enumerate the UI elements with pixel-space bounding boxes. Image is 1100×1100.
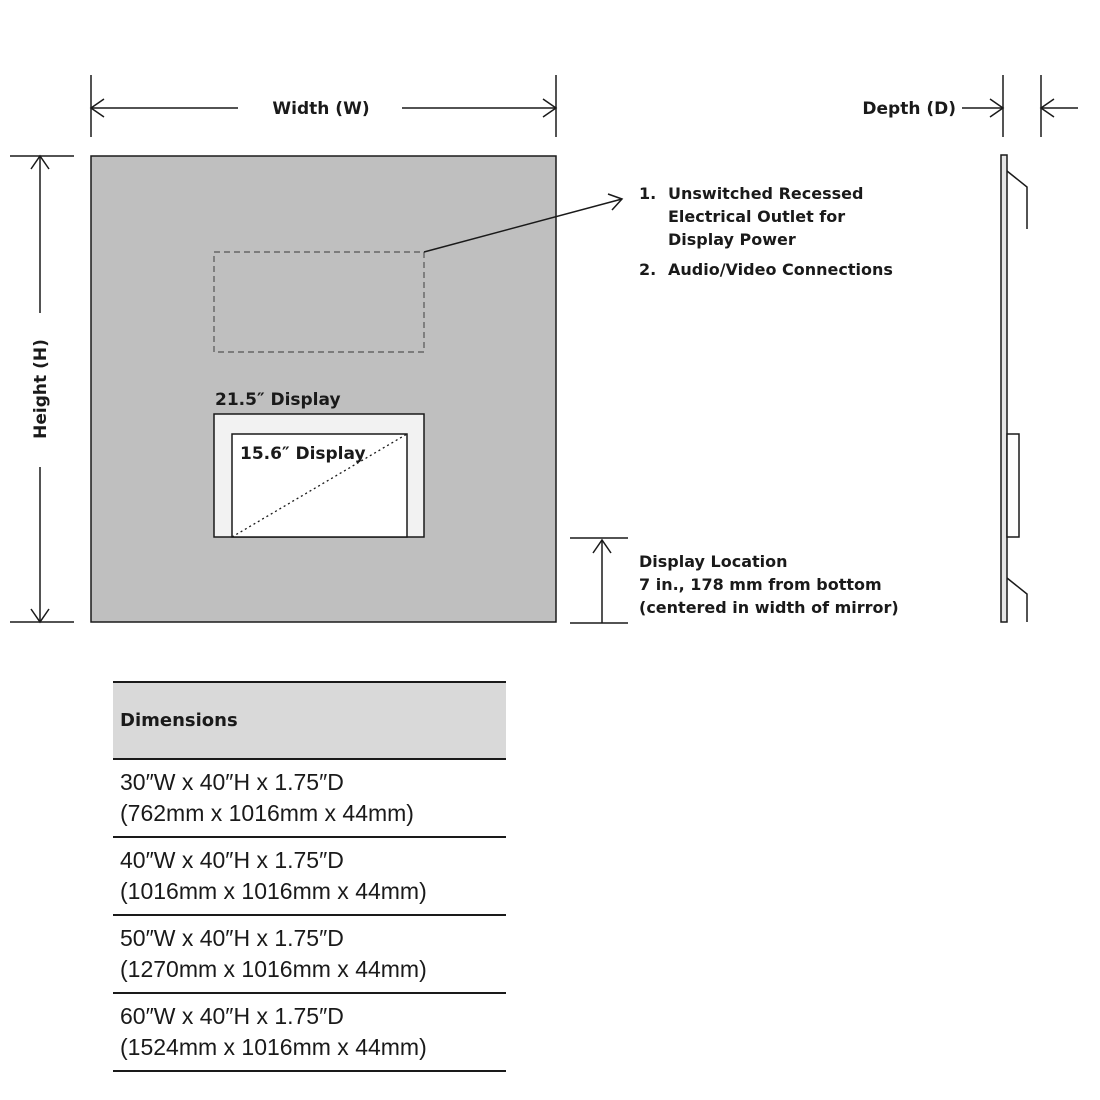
display-location-line-3: (centered in width of mirror)	[639, 598, 899, 617]
table-header-dimensions: Dimensions	[113, 682, 506, 759]
callout-1-line-3: Display Power	[668, 230, 796, 249]
bottom-bracket	[1007, 578, 1027, 622]
dimension-metric: (1270mm x 1016mm x 44mm)	[120, 956, 427, 982]
display-location-note	[639, 552, 899, 617]
table-row	[113, 837, 506, 915]
dimension-imperial: 60″W x 40″H x 1.75″D	[120, 1003, 344, 1029]
dimension-metric: (1016mm x 1016mm x 44mm)	[120, 878, 427, 904]
mirror-front	[91, 156, 556, 622]
callout-1-line-2: Electrical Outlet for	[668, 207, 846, 226]
side-panel	[1001, 155, 1007, 622]
depth-label: Depth (D)	[862, 99, 956, 119]
mirror-side-profile	[1001, 155, 1027, 622]
callout-1-line-1: Unswitched Recessed	[668, 184, 864, 203]
callout-2-line-1: Audio/Video Connections	[668, 260, 893, 279]
display-small-label: 15.6″ Display	[240, 444, 366, 464]
table-row	[113, 993, 506, 1071]
dimension-imperial: 30″W x 40″H x 1.75″D	[120, 769, 344, 795]
callout-2-number: 2.	[639, 260, 657, 279]
table-cell	[113, 915, 506, 993]
table-cell	[113, 759, 506, 837]
side-display-profile	[1007, 434, 1019, 537]
width-label: Width (W)	[272, 99, 370, 119]
top-bracket	[1007, 171, 1027, 229]
table-row	[113, 915, 506, 993]
table-cell	[113, 993, 506, 1071]
dimension-imperial: 50″W x 40″H x 1.75″D	[120, 925, 344, 951]
display-location-dimension	[570, 538, 628, 623]
callout-list	[639, 184, 893, 279]
depth-dimension	[962, 75, 1078, 137]
dimensions-table	[113, 681, 506, 1072]
table-row	[113, 759, 506, 837]
display-location-line-1: Display Location	[639, 552, 788, 571]
table-cell	[113, 837, 506, 915]
callout-1-number: 1.	[639, 184, 657, 203]
dimension-imperial: 40″W x 40″H x 1.75″D	[120, 847, 344, 873]
table-header-row	[113, 682, 506, 759]
dimension-metric: (762mm x 1016mm x 44mm)	[120, 800, 414, 826]
height-label: Height (H)	[31, 339, 51, 439]
dimension-metric: (1524mm x 1016mm x 44mm)	[120, 1034, 427, 1060]
display-location-line-2: 7 in., 178 mm from bottom	[639, 575, 882, 594]
display-large-label: 21.5″ Display	[215, 390, 341, 410]
